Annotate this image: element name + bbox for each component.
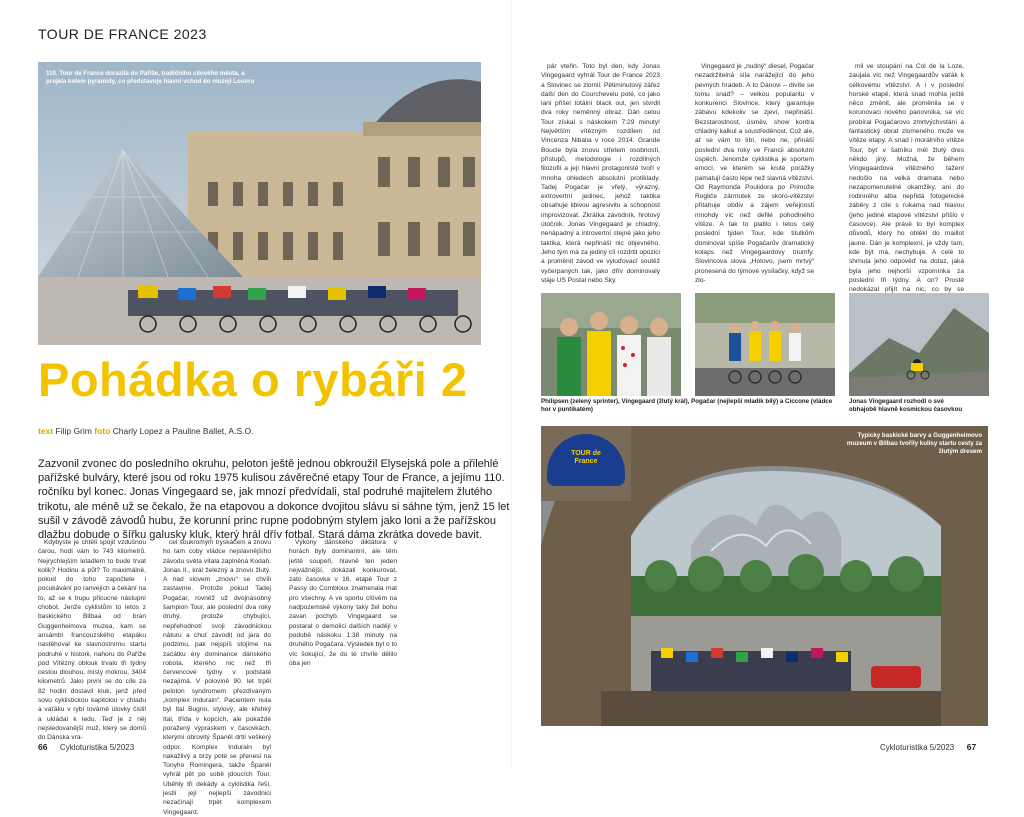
bilbao-guggenheim-photo	[541, 426, 988, 726]
magazine-issue-right: Cykloturistika 5/2023	[880, 743, 955, 752]
time-trial-photo	[849, 293, 989, 396]
left-folio	[38, 737, 134, 755]
column-1-text: Kdybyste je chtěli spojit vzdušnou čarou, hodí vám to 743 kilometrů. Nejrychlejším letadlem to bude trvat kolik? Hodinu a půl? To maximálně, pokud do toho započtete i pocukávání po ranvejích a čekání na to, až se k trupu přicucne nástupní chobot. Jenže cyklistům to letos z baskického Bilbaa od bran Guggenheimova muzea, kam se ansámbl francouzského etapáku nastěhoval ke slavnostnímu startu podruhé v historii, nahoru do Paříže pod Vítězný oblouk trvalo tři týdny cestou dlouhou, místy mokrou, 3404 kilometrů. Jako první se do cíle za 82 hodin dostavil kluk, jenž před sovu cyklistickou kapitolou v chladu a vaťáku v rybí továrně úlovky čistil a ukládal k ledu. Teď je z něj nejsledovanější muž, který se domů do Dánska vra-	[38, 539, 146, 742]
text-column-3	[289, 538, 397, 668]
louvre-scene-illustration	[38, 62, 481, 345]
celebration-photo	[695, 293, 835, 396]
page-gutter	[511, 0, 513, 768]
podium-photo	[541, 293, 681, 396]
article-headline: Pohádka o rybáři 2	[38, 353, 468, 406]
main-photo-caption: 110. Tour de France dorazila do Paříže, tradičního cílového města, a projela kolem pyramidy, co představuje hlavní vchod do muzejí Louvru	[46, 70, 255, 85]
text-column-5	[695, 62, 814, 285]
magazine-issue-left: Cykloturistika 5/2023	[59, 743, 135, 752]
bilbao-caption: Typicky baskické barvy a Guggenheimovo muzeum v Bilbau tvořily kulisy startu cesty za žlutým dresem	[846, 432, 982, 455]
mountain-illustration	[849, 293, 989, 396]
column-5-text: Vingegaard je „nudný“ diesel, Pogačar nezadržitelná síla narážející do jeho pevných hradeb. A to Dánovi – divíte se tomu snad? – velkou popularitu v konkurenci Slovince, který garantuje zábavu kdekoliv se zjeví, nepřináší. Bezstarostnost, úsměv, show kontra chladný kalkul a soustředěnost. Což ale, ať se vám to líbí, nebo ne, přináší poslední dva roky ve Francii absolutní úspěch. Jenomže cyklistika je sportem emocí, ve kterém se kruté porážky pamatují často lépe než slavná vítězství. Od Raymonda Poulidora po Primože Rogliče zármutek ze skoro-vítězství přitahuje obdiv a zájem veřejnosti mnohdy víc než defilé pohodlného vítěze. A tak to platilo i letos celý poslední týden Tour, kde titulkům dominoval spíše Pogačarův dramatický kolaps než Vingegaardovy triumfy. Slovincova slova „Hotovo, jsem mrtvý“ pronesená do týmové vysílačky, když se zlo-	[695, 63, 814, 284]
text-column-4	[541, 62, 660, 285]
cap-tour-logo: TOUR de France	[571, 450, 601, 465]
text-column-2	[163, 538, 271, 817]
section-title: TOUR DE FRANCE 2023	[38, 26, 207, 42]
column-4-text: pár vteřin. Toto byl den, kdy Jonas Vingegaard vyhrál Tour de France 2023 a Slovinec se zlomil. Pětiminutový zářez další den do Courchevelu poté, co jako lani přišel totální black out, jen stvrdil dva roky neměnný obraz. Dán celou Tour získal s náskokem 7:29 minuty! Největším vítězným rozdílem od Vincenza Nibalia v roce 2014. Grande Boucle byla znovu střetem osobností, přístupů, metodologie i rozdílných filozofií a její hlavní protagonisté tvoří v mnoha ohledech absolutní protiklady. Tadej Pogačar je vřelý, výrazný, extrovertní jedinec, jehož taktika obsahuje libivou agresivitu a schopnost improvizovat. Zkrátka závodník, hrotový útočník. Jonas Vingegaard je chladný, nenápadný a introvertní stejně jako jeho taktika, která nepřináší nic objevného. Jeho tým má za jediný cíl rozdrtit opozici a proměnit závod ve vyluďovací soutěž vyčerpaných tak, jako dřív dominovaly stáje US Postal nebo Sky.	[541, 63, 660, 284]
tour-cap-inset	[541, 426, 631, 501]
byline	[38, 426, 253, 436]
text-column-6	[849, 62, 964, 304]
byline-foto-label: foto	[94, 426, 111, 436]
text-column-1	[38, 538, 146, 743]
time-trial-caption: Jonas Vingegaard rozhodl o své obhajobě hlavně kosmickou časovkou	[849, 398, 963, 413]
column-6-text: mil ve stoupání na Col de la Loze, zaujala víc než Vingegaardův vaťák k celkovému vítězství. A i v poslední horské etapě, která snad mohla ještě něco změnit, ale proměnila se v korunovaci nového panovníka, se víc probíral Pogačarovo zmrtvýchvstání a fantastický obrat zlomeného muže ve vítěze etapy. A snad i morálního vítěze Tour, byť v šatníku měl žlutý dres někdo jiný. Možná, že během Vingegaardova vítězného tažení nedošlo na velká dramata nebo nezapomenutelné okamžiky, ani do rodinného alba nepřidá fotogenické záběry z cíle s rukama nad hlavou (jeho jediné etapové vítězství přišlo v časovce). Ale právě to byl komplex důvodů, který ho oblékl do maillot jaune. Dán je komplexní, je vždy tam, kde být má, nechybuje. A celé to shrnula jeho odpověď na dotaz, jaká byla jeho nejhorší vzpomínka za poslední tři týdny. A on? Prostě nedokázal přijít na nic, co by se	[849, 63, 964, 294]
column-3-text: Výkony dánského diktátora v horách byly dominantní, ale těm ještě soupeři, hlavně ten jeden nejvážnější, dokázali konkurovat, zato časovka v 16. etapě Tour z Passy do Combloux znamenala mat pro všechny. A ve sportu cítívém na nadpozemské výkony taky žel bohu zavan pochyb. Vingegaard se postaral o demolici dalších nadějí v podobě náskoku 1:38 minuty na druhého Pogačara. Výsledek byl o to víc šokující, že do té chvíle dělilo oba jen	[289, 539, 397, 667]
page-number-right: 67	[966, 742, 977, 752]
right-folio	[880, 737, 976, 755]
byline-author: Filip Grim	[55, 426, 92, 436]
byline-text-label: text	[38, 426, 54, 436]
column-2-text: cel soukromým tryskáčem a znovu ho tam coby vládce nejslavnějšího závodu světa vítala zaplněná Kodaň. Jonas II., král železný a znovu žlutý. A nad slovem „znovu“ se chvíli zastavme. Protože pokud Tadej Pogačar, rovněž už dvojnásobný šampion Tour, ale poslední dva roky druhý, protože chybující, nepřehodnotí svoji závodnickou náturu a chuť závodit od jara do podzimu, pak nejspíš stojíme na začátku éry dominance dánského robota, kterého nic než tři červencové týdny v podstatě nezajímá. V polovině 90. let trpěl peloton syndromem přezdívaným „komplex Indurain“. Pacientem nula byl Ital Bugno, stylový, ale křehký Ital, třída v kopcích, ale pokaždé poražený výpraskem v časovkách, kterými obrovitý Španěl drtil veškerý odpor. Komplex Indurain byl nakažlivý a brzy poté se přenesl na Tonyho Romingera, takže Španěl vyhrál pět po sobě jdoucích Tour. Uběhly tři dekády a cyklistika řeší, jestli její nejlepší závodnici nezačínají trpět komplexem Vingegaard.	[163, 539, 271, 816]
lead-paragraph: Zazvonil zvonec do posledního okruhu, peloton ještě jednou obkroužil Elysejská pole a přilehlé pařížské bulváry, které jsou od roku 1975 kulisou závěrečné etapy Tour de France, a jejímu 110. ročníku byl konec. Jonas Vingegaard se, jak mnozí předvídali, stal podruhé majitelem žlutého trikotu, ale méně už se čekalo, že na etapovou a dokonce dvojitou slávu si sáhne tým, jenž 15 let sušil v závodě závodů hubu, že korunní princ rupne podobným stylem jako loni a že pařížskou dlažbu dobude o šířku galusky kluk, který hrál dřív fotbal. Stará dáma zkrátka dovede bavit.	[38, 458, 510, 542]
page-number-left: 66	[38, 742, 48, 752]
louvre-pyramid-photo	[38, 62, 481, 345]
podium-illustration	[541, 293, 681, 396]
podium-caption: Philipsen (zelený sprinter), Vingegaard (žlutý král), Pogačar (nejlepší mladík bílý) a Ciccone (vládce hor v puntíkatém)	[541, 398, 833, 413]
celebration-illustration	[695, 293, 835, 396]
byline-photographers: Charly Lopez a Pauline Ballet, A.S.O.	[112, 426, 254, 436]
